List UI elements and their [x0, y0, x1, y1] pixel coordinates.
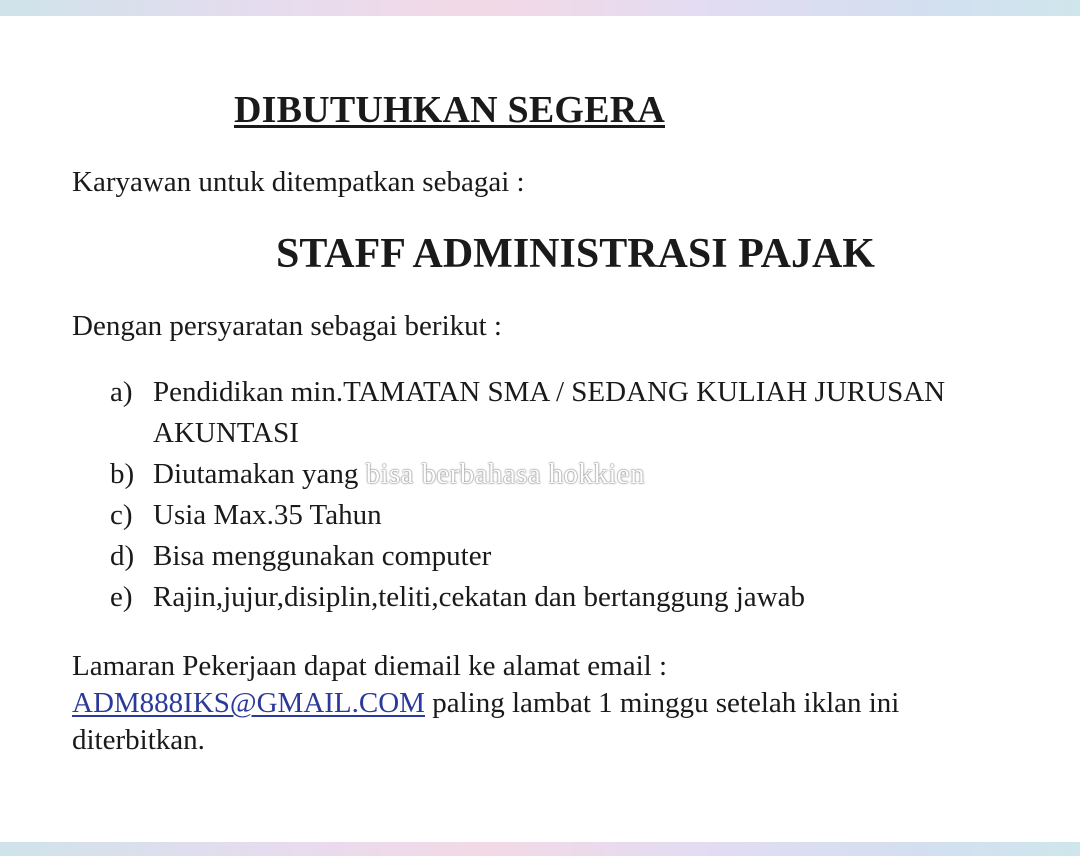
- requirement-text-wrapper: [153, 454, 1040, 495]
- intro-text: Karyawan untuk ditempatkan sebagai :: [72, 166, 525, 198]
- application-instructions: [72, 648, 1032, 759]
- requirement-marker: e): [110, 581, 133, 613]
- requirement-marker: c): [110, 499, 133, 531]
- requirement-overlay-text: bisa berbahasa hokkien: [365, 458, 645, 490]
- requirement-marker: a): [110, 376, 133, 408]
- requirement-text: Bisa menggunakan computer: [153, 540, 492, 572]
- requirements-intro: Dengan persyaratan sebagai berikut :: [72, 310, 502, 342]
- requirement-item: [110, 454, 1040, 495]
- requirement-marker: b): [110, 458, 135, 490]
- requirements-list: [110, 372, 1040, 618]
- email-link[interactable]: ADM888IKS@GMAIL.COM: [72, 687, 425, 719]
- position-title: STAFF ADMINISTRASI PAJAK: [276, 231, 875, 277]
- application-line: Lamaran Pekerjaan dapat diemail ke alamat email :: [72, 650, 668, 682]
- headline: DIBUTUHKAN SEGERA: [234, 89, 665, 131]
- requirement-item: [110, 495, 1040, 536]
- requirement-text: Pendidikan min.TAMATAN SMA / SEDANG KULIAH JURUSAN AKUNTASI: [153, 376, 946, 449]
- requirement-item: [110, 536, 1040, 577]
- requirement-marker: d): [110, 540, 135, 572]
- requirement-item: [110, 577, 1040, 618]
- requirement-text: Usia Max.35 Tahun: [153, 499, 382, 531]
- requirement-text: Diutamakan yang: [153, 458, 366, 490]
- bottom-decorative-band: [0, 842, 1080, 856]
- requirement-item: [110, 372, 1040, 454]
- application-deadline: paling lambat 1 minggu setelah iklan ini diterbitkan.: [72, 687, 900, 756]
- requirement-text: Rajin,jujur,disiplin,teliti,cekatan dan bertanggung jawab: [153, 581, 805, 613]
